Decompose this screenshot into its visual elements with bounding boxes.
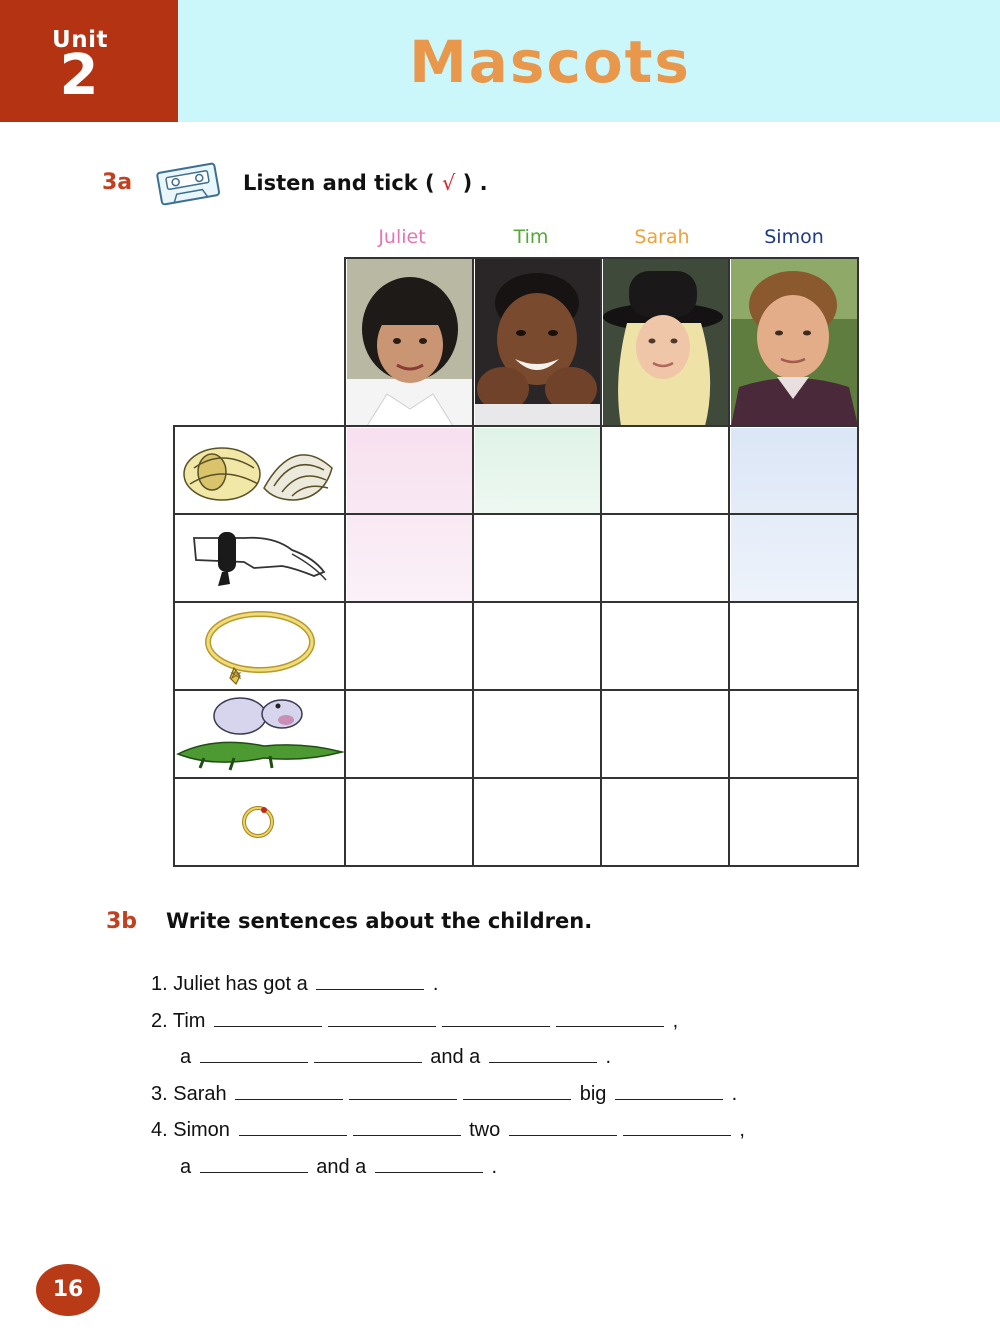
sentence-text: two	[469, 1119, 501, 1141]
section-number-3a: 3a	[102, 170, 133, 195]
cassette-icon	[155, 160, 221, 206]
sentence-punct: .	[731, 1083, 738, 1105]
unit-badge	[0, 0, 178, 122]
tick-symbol: √	[441, 171, 456, 195]
sentence-line-4b	[180, 1153, 497, 1179]
bracelet-hand-icon	[174, 516, 345, 603]
instruction-3a	[243, 171, 488, 195]
sentence-text: a	[180, 1156, 192, 1178]
unit-number: 2	[59, 43, 99, 108]
answer-blank[interactable]	[442, 1007, 550, 1027]
child-name-juliet: Juliet	[378, 226, 426, 248]
sentence-line-2	[151, 1007, 678, 1033]
answer-blank[interactable]	[556, 1007, 664, 1027]
instruction-3b: Write sentences about the children.	[166, 909, 593, 933]
sentence-text: a	[180, 1046, 192, 1068]
sentence-line-1	[151, 970, 438, 996]
sentence-punct: .	[605, 1046, 611, 1068]
page-number: 16	[36, 1264, 100, 1316]
title-bar	[178, 0, 1000, 122]
hippo-crocodile-toys-icon	[174, 692, 345, 779]
sentence-punct: ,	[739, 1119, 745, 1141]
sentence-punct: ,	[672, 1010, 679, 1032]
answer-blank[interactable]	[349, 1080, 457, 1100]
sentence-text: big	[579, 1083, 607, 1105]
child-name-tim: Tim	[513, 226, 549, 248]
sentence-text: 1. Juliet has got a	[151, 973, 308, 995]
answer-blank[interactable]	[239, 1116, 347, 1136]
necklace-icon	[174, 604, 345, 691]
sentence-line-3	[151, 1080, 737, 1106]
instruction-3a-end: ) .	[462, 171, 488, 195]
sentence-line-2b	[180, 1043, 611, 1069]
sentence-text: 3. Sarah	[151, 1083, 227, 1105]
section-number-3b: 3b	[106, 909, 138, 934]
answer-blank[interactable]	[316, 970, 424, 990]
child-name-simon: Simon	[764, 226, 824, 248]
sentence-line-4	[151, 1116, 745, 1142]
page-title: Mascots	[409, 28, 691, 96]
shells-icon	[174, 428, 345, 515]
page-header	[0, 0, 1000, 122]
sentence-text: and a	[430, 1046, 481, 1068]
answer-blank[interactable]	[353, 1116, 461, 1136]
answer-blank[interactable]	[314, 1043, 422, 1063]
unit-label: Unit	[52, 27, 108, 53]
answer-blank[interactable]	[214, 1007, 322, 1027]
sentence-text: 4. Simon	[151, 1119, 230, 1141]
answer-blank[interactable]	[615, 1080, 723, 1100]
instruction-3a-text: Listen and tick (	[243, 171, 435, 195]
answer-blank[interactable]	[235, 1080, 343, 1100]
answer-blank[interactable]	[200, 1043, 308, 1063]
sentence-punct: .	[491, 1156, 497, 1178]
answer-blank[interactable]	[463, 1080, 571, 1100]
ring-icon	[174, 780, 345, 867]
answer-blank[interactable]	[200, 1153, 308, 1173]
sentence-text: and a	[316, 1156, 367, 1178]
answer-blank[interactable]	[375, 1153, 483, 1173]
sentence-punct: .	[432, 973, 439, 995]
answer-blank[interactable]	[623, 1116, 731, 1136]
child-name-sarah: Sarah	[634, 226, 690, 248]
answer-blank[interactable]	[328, 1007, 436, 1027]
answer-blank[interactable]	[509, 1116, 617, 1136]
answer-blank[interactable]	[489, 1043, 597, 1063]
sentence-text: 2. Tim	[151, 1010, 206, 1032]
